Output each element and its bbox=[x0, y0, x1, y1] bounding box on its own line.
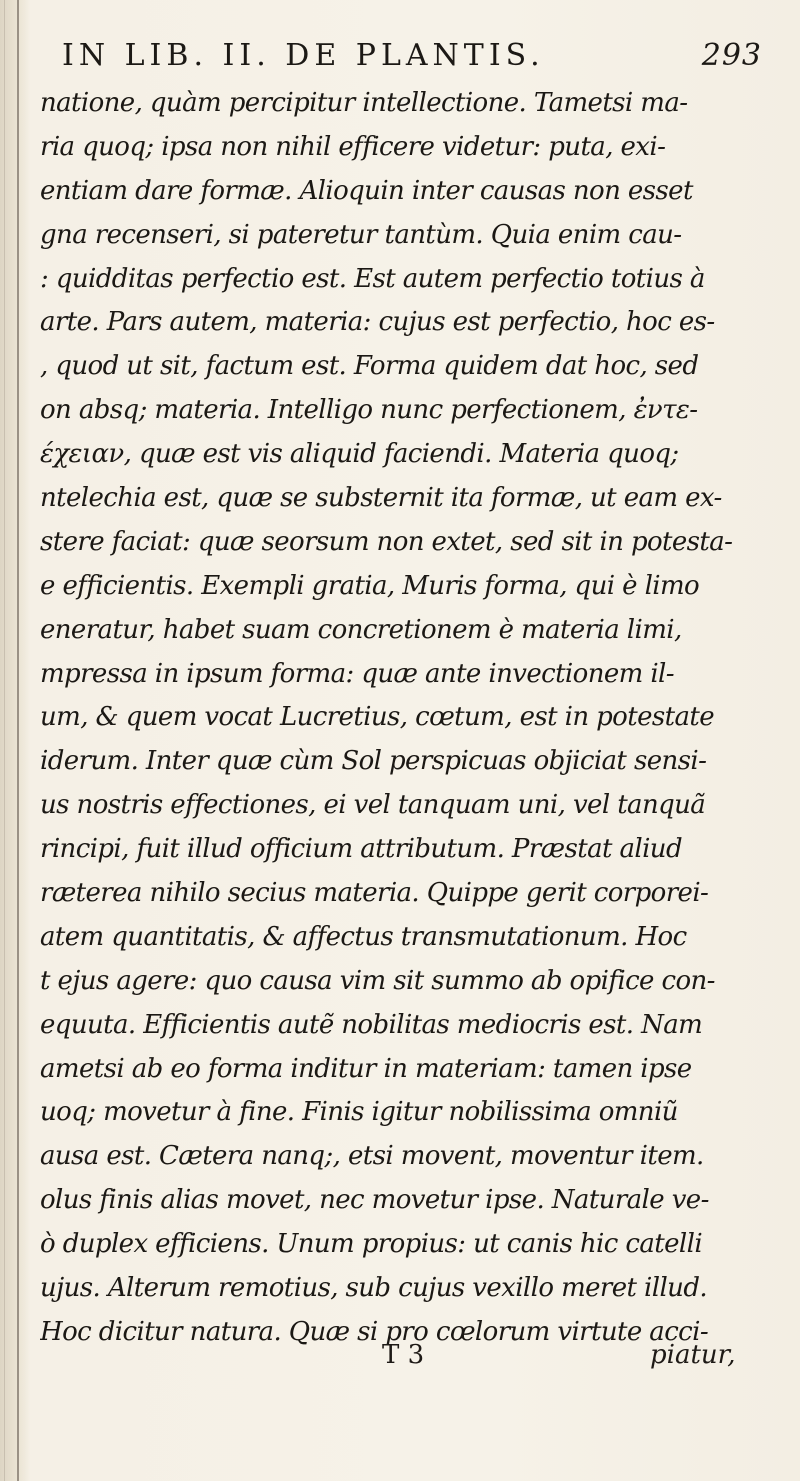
text-line: us nostris effectiones, ei vel tanquam uni, vel tanquã bbox=[40, 790, 706, 821]
text-line: arte. Pars autem, materia: cujus est perfectio, hoc es- bbox=[40, 307, 715, 338]
text-line: atem quantitatis, & affectus transmutationum. Hoc bbox=[40, 921, 687, 952]
page-number: 293 bbox=[701, 38, 762, 73]
text-line: um, & quem vocat Lucretius, cœtum, est in potestate bbox=[40, 702, 714, 733]
text-line: gna recenseri, si pateretur tantùm. Quia enim cau- bbox=[40, 219, 682, 250]
text-line: t ejus agere: quo causa vim sit summo ab opifice con- bbox=[40, 965, 715, 996]
text-line: ria quoq; ipsa non nihil efficere videtur: puta, exi- bbox=[40, 131, 666, 162]
text-line: equuta. Efficientis autẽ nobilitas mediocris est. Nam bbox=[40, 1009, 703, 1040]
text-line: ausa est. Cætera nanq;, etsi movent, moventur item. bbox=[40, 1141, 704, 1172]
text-line: ntelechia est, quæ se substernit ita formæ, ut eam ex- bbox=[40, 483, 722, 514]
text-line: ræterea nihilo secius materia. Quippe gerit corporei- bbox=[40, 878, 709, 909]
gutter-edge-line bbox=[4, 0, 5, 1481]
text-line: natione, quàm percipitur intellectione. Tametsi ma- bbox=[40, 88, 688, 118]
text-line: olus finis alias movet, nec movetur ipse. Naturale ve- bbox=[40, 1185, 709, 1216]
text-line: eneratur, habet suam concretionem è materia limi, bbox=[40, 614, 682, 645]
text-line: on absq; materia. Intelligo nunc perfectionem, ἐντε- bbox=[40, 395, 698, 426]
text-line: entiam dare formæ. Alioquin inter causas non esset bbox=[40, 175, 693, 206]
text-line: ò duplex efficiens. Unum propius: ut canis hic catelli bbox=[40, 1229, 703, 1260]
text-line: iderum. Inter quæ cùm Sol perspicuas objiciat sensi- bbox=[40, 746, 707, 777]
text-line: , quod ut sit, factum est. Forma quidem dat hoc, sed bbox=[40, 351, 699, 382]
page-header bbox=[62, 38, 762, 78]
running-title: IN LIB. II. DE PLANTIS. bbox=[62, 38, 545, 73]
text-line: έχειαν, quæ est vis aliquid faciendi. Materia quoq; bbox=[40, 439, 679, 470]
text-line: e efficientis. Exempli gratia, Muris forma, qui è limo bbox=[40, 570, 700, 601]
text-line: stere faciat: quæ seorsum non extet, sed sit in potesta- bbox=[40, 526, 733, 557]
text-line: mpressa in ipsum forma: quæ ante invectionem il- bbox=[40, 658, 674, 689]
text-line: rincipi, fuit illud officium attributum. Præstat aliud bbox=[40, 834, 683, 865]
gutter-binding-line bbox=[17, 0, 19, 1481]
text-line: : quidditas perfectio est. Est autem perfectio totius à bbox=[40, 263, 705, 294]
body-text bbox=[40, 82, 790, 1355]
catchword: piatur, bbox=[650, 1340, 736, 1370]
text-line: ametsi ab eo forma inditur in materiam: tamen ipse bbox=[40, 1053, 692, 1084]
page-footer bbox=[0, 1340, 800, 1384]
text-line: ujus. Alterum remotius, sub cujus vexillo meret illud. bbox=[40, 1273, 708, 1304]
signature-mark: T 3 bbox=[382, 1340, 425, 1370]
text-line: uoq; movetur à fine. Finis igitur nobilissima omniũ bbox=[40, 1097, 678, 1128]
text-line: Hoc dicitur natura. Quæ si pro cœlorum virtute acci- bbox=[40, 1316, 709, 1347]
